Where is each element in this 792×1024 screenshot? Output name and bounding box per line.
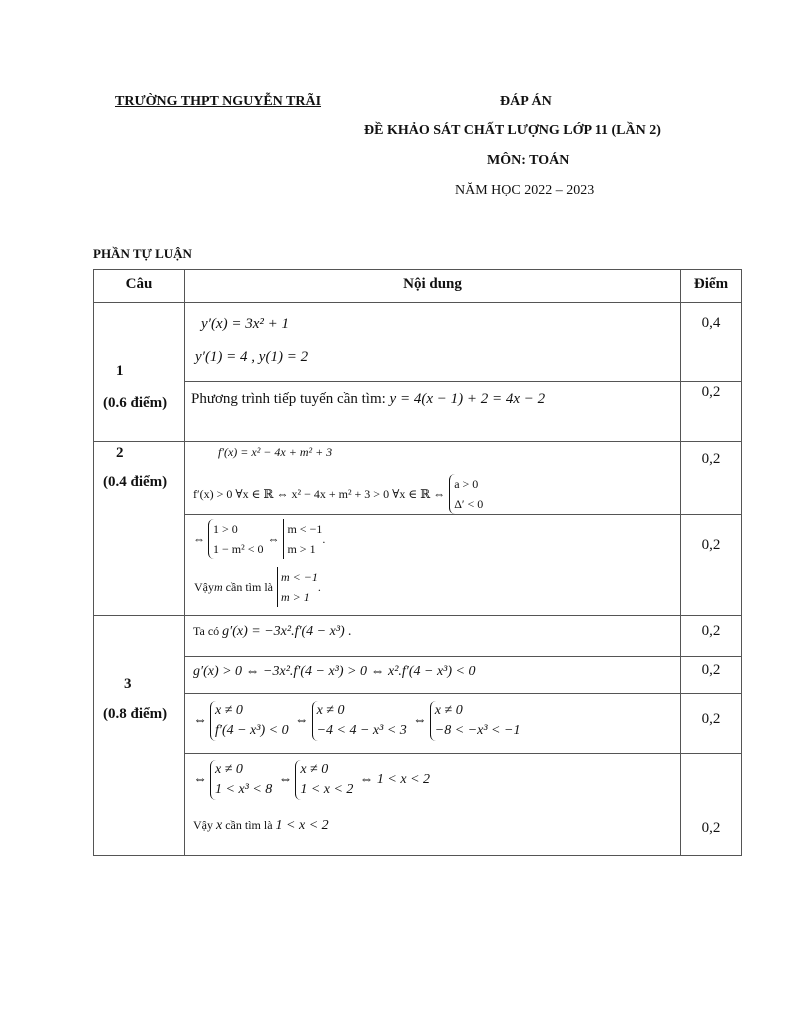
q3-line1-text: Ta có — [193, 624, 223, 638]
q2-conclusion-m: m — [214, 579, 223, 594]
header-cau: Câu — [94, 270, 185, 303]
q3-line1-eq: g′(x) = −3x².f′(4 − x³) . — [222, 624, 352, 639]
q2-iff-1: ⇔ — [193, 531, 205, 546]
school-year: NĂM HỌC 2022 – 2023 — [455, 183, 595, 198]
q2-iff-2: ⇔ — [267, 531, 280, 546]
q1-label-cell — [94, 303, 185, 442]
q1-content-b — [185, 382, 681, 442]
q1-line3-eq: y = 4(x − 1) + 2 = 4x − 2 — [389, 391, 546, 407]
q2-line1: f′(x) = x² − 4x + m² + 3 — [218, 445, 333, 459]
q3-label-cell — [94, 616, 185, 856]
q3-system-b: x ≠ 0 −4 < 4 − x³ < 3 — [312, 701, 407, 741]
q2-dot-1: . — [322, 531, 326, 546]
q3-score-c: 0,2 — [681, 694, 742, 754]
q2-condition-system: a > 0 Δ′ < 0 — [449, 474, 483, 514]
q3-conclusion-x: x — [216, 818, 223, 833]
answer-table — [93, 269, 742, 856]
q3-content-d — [185, 754, 681, 856]
q3-system-c: x ≠ 0 −8 < −x³ < −1 — [430, 701, 521, 741]
q3-iff-2: ⇔ — [294, 713, 309, 728]
q3-conclusion-eq: 1 < x < 2 — [275, 818, 329, 833]
q3-conclusion-b: cần tìm là — [222, 818, 276, 832]
q2-number: 2 — [116, 445, 124, 461]
q2-conclusion-a: Vậy — [194, 579, 214, 594]
q2-label-cell — [94, 442, 185, 616]
q2-dot-2: . — [317, 579, 321, 594]
q3-line2: g′(x) > 0 ⇔ −3x².f′(4 − x³) > 0 ⇔ x².f′(4 − x³) < 0 — [193, 664, 476, 679]
exam-title: ĐỀ KHẢO SÁT CHẤT LƯỢNG LỚP 11 (LẦN 2) — [364, 123, 661, 138]
q3-content-b — [185, 657, 681, 694]
q3-system-f: x ≠ 0 1 < x < 2 — [295, 760, 353, 800]
q1-line3-text: Phương trình tiếp tuyến cần tìm: — [191, 391, 390, 407]
q1-score-a: 0,4 — [681, 303, 742, 382]
q3-iff-3: ⇔ — [412, 713, 427, 728]
q3-content-a — [185, 616, 681, 657]
q3-system-a: x ≠ 0 f′(4 − x³) < 0 — [210, 701, 289, 741]
header-noidung: Nội dung — [185, 270, 681, 303]
q2-score-a: 0,2 — [681, 442, 742, 515]
q1-line1: y′(x) = 3x² + 1 — [201, 316, 289, 332]
q3-final-iff: ⇔ 1 < x < 2 — [359, 772, 431, 787]
q1-content-a — [185, 303, 681, 382]
doc-title: ĐÁP ÁN — [500, 94, 552, 109]
q3-system-d: x ≠ 0 1 < x³ < 8 — [210, 760, 272, 800]
q1-score-b: 0,2 — [681, 382, 742, 442]
q3-iff-5: ⇔ — [278, 772, 293, 787]
subject-title: MÔN: TOÁN — [487, 153, 570, 168]
q1-line2: y′(1) = 4 , y(1) = 2 — [195, 349, 309, 365]
q2-line2: f′(x) > 0 ∀x ∈ ℝ ⇔ x² − 4x + m² + 3 > 0 ∀x ∈ ℝ ⇔ — [193, 486, 446, 501]
q2-points: (0.4 điểm) — [103, 474, 168, 490]
q2-conclusion-b: cần tìm là — [225, 579, 273, 594]
q3-points: (0.8 điểm) — [103, 706, 168, 722]
q1-number: 1 — [116, 363, 124, 379]
q3-score-b: 0,2 — [681, 657, 742, 694]
q1-points: (0.6 điểm) — [103, 395, 168, 411]
q2-content-a — [185, 442, 681, 515]
q2-system-1: 1 > 0 1 − m² < 0 — [208, 519, 263, 559]
q2-union-1: m < −1 m > 1 — [283, 519, 322, 559]
q2-score-b: 0,2 — [681, 515, 742, 616]
q3-iff-4: ⇔ — [193, 772, 207, 787]
school-name: TRƯỜNG THPT NGUYỄN TRÃI — [115, 94, 322, 109]
q3-number: 3 — [124, 676, 132, 692]
section-title: PHẦN TỰ LUẬN — [93, 246, 192, 261]
q2-content-b — [185, 515, 681, 616]
q2-union-2: m < −1 m > 1 — [277, 567, 318, 607]
q3-content-c — [185, 694, 681, 754]
q3-conclusion-a: Vậy — [193, 818, 216, 832]
header-diem: Điểm — [681, 270, 742, 303]
q3-score-a: 0,2 — [681, 616, 742, 657]
q3-score-d: 0,2 — [681, 754, 742, 856]
q3-iff-1: ⇔ — [193, 713, 207, 728]
